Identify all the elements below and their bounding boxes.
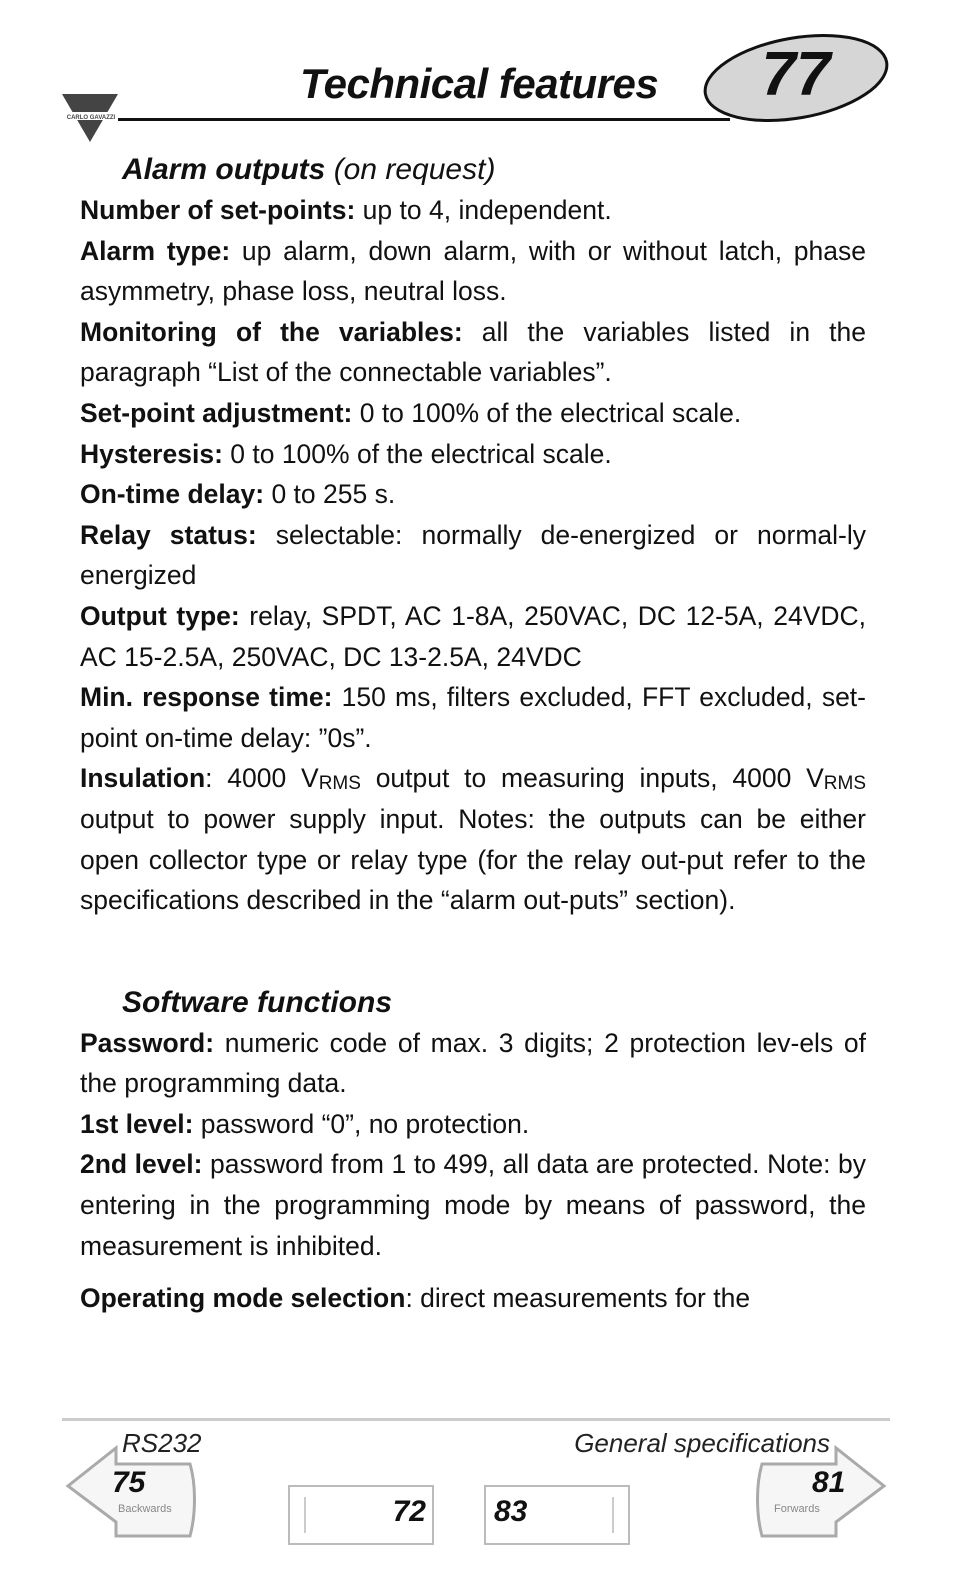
spec-1st-level: 1st level: password “0”, no protection. bbox=[80, 1108, 530, 1139]
logo-text: CARLO GAVAZZI bbox=[66, 115, 116, 121]
forward-caption: Forwards bbox=[774, 1503, 820, 1515]
page-range-last-box[interactable] bbox=[484, 1485, 630, 1545]
page-range-first: 72 bbox=[392, 1495, 426, 1528]
page-range-first-box[interactable] bbox=[288, 1485, 434, 1545]
spec-on-time-delay: On-time delay: 0 to 255 s. bbox=[80, 479, 396, 510]
back-page-number: 75 bbox=[112, 1466, 146, 1499]
spec-hysteresis: Hysteresis: 0 to 100% of the electrical scale. bbox=[80, 438, 612, 469]
spec-insulation: Insulation: 4000 $V_{RMS}$ output to measuring inputs, 4000 $V_{RMS}$ output to power supply input. Notes: the outputs can be either open collector type or relay type (for the relay out-put refer to the specifications described in the “alarm out-puts” section). bbox=[80, 763, 867, 916]
section-title-alarm-outputs bbox=[122, 150, 866, 190]
spec-operating-mode-selection: Operating mode selection: direct measurements for the bbox=[80, 1283, 751, 1314]
section-spacer bbox=[80, 921, 866, 983]
page-header bbox=[0, 0, 954, 150]
backwards-button[interactable] bbox=[62, 1444, 202, 1540]
back-section-label[interactable]: RS232 bbox=[122, 1428, 202, 1458]
footer-rule bbox=[62, 1418, 890, 1421]
section-title-text: Alarm outputs bbox=[122, 153, 326, 186]
spec-min-response-time: Min. response time: 150 ms, filters excluded, FFT excluded, set-point on-time delay: ”0s”. bbox=[80, 682, 866, 753]
page-number-badge bbox=[700, 28, 892, 128]
page-content bbox=[80, 150, 866, 1319]
back-caption: Backwards bbox=[118, 1503, 172, 1515]
forwards-button[interactable] bbox=[750, 1444, 890, 1540]
spec-monitoring-variables: Monitoring of the variables: all the variables listed in the paragraph “List of the connectable variables”. bbox=[80, 316, 866, 388]
forward-page-number: 81 bbox=[812, 1466, 846, 1499]
carlo-gavazzi-logo bbox=[60, 92, 122, 146]
spec-set-point-adjustment: Set-point adjustment: 0 to 100% of the electrical scale. bbox=[80, 397, 742, 428]
spec-number-of-set-points: Number of set-points: up to 4, independent. bbox=[80, 195, 612, 225]
page-number: 77 bbox=[761, 40, 831, 109]
forward-section-label[interactable]: General specifications bbox=[574, 1428, 830, 1458]
section-title-software-functions bbox=[122, 983, 866, 1023]
section-subtitle: (on request) bbox=[333, 153, 496, 186]
section-title-text: Software functions bbox=[122, 985, 393, 1019]
spec-alarm-type: Alarm type: up alarm, down alarm, with or without latch, phase asymmetry, phase loss, neutral loss. bbox=[80, 235, 866, 307]
page-title: Technical features bbox=[300, 60, 659, 107]
page-range-last: 83 bbox=[494, 1495, 528, 1528]
spec-2nd-level: 2nd level: password from 1 to 499, all data are protected. Note: by entering in the programming mode by means of password, the measurement is inhibited. bbox=[80, 1149, 866, 1261]
spec-password: Password: numeric code of max. 3 digits; 2 protection lev-els of the programming data. bbox=[80, 1027, 866, 1099]
header-rule bbox=[118, 118, 730, 121]
spec-output-type: Output type: relay, SPDT, AC 1-8A, 250VAC, DC 12-5A, 24VDC, AC 15-2.5A, 250VAC, DC 13-2.5A, 24VDC bbox=[80, 600, 867, 672]
spec-relay-status: Relay status: selectable: normally de-energized or normal-ly energized bbox=[80, 519, 867, 591]
